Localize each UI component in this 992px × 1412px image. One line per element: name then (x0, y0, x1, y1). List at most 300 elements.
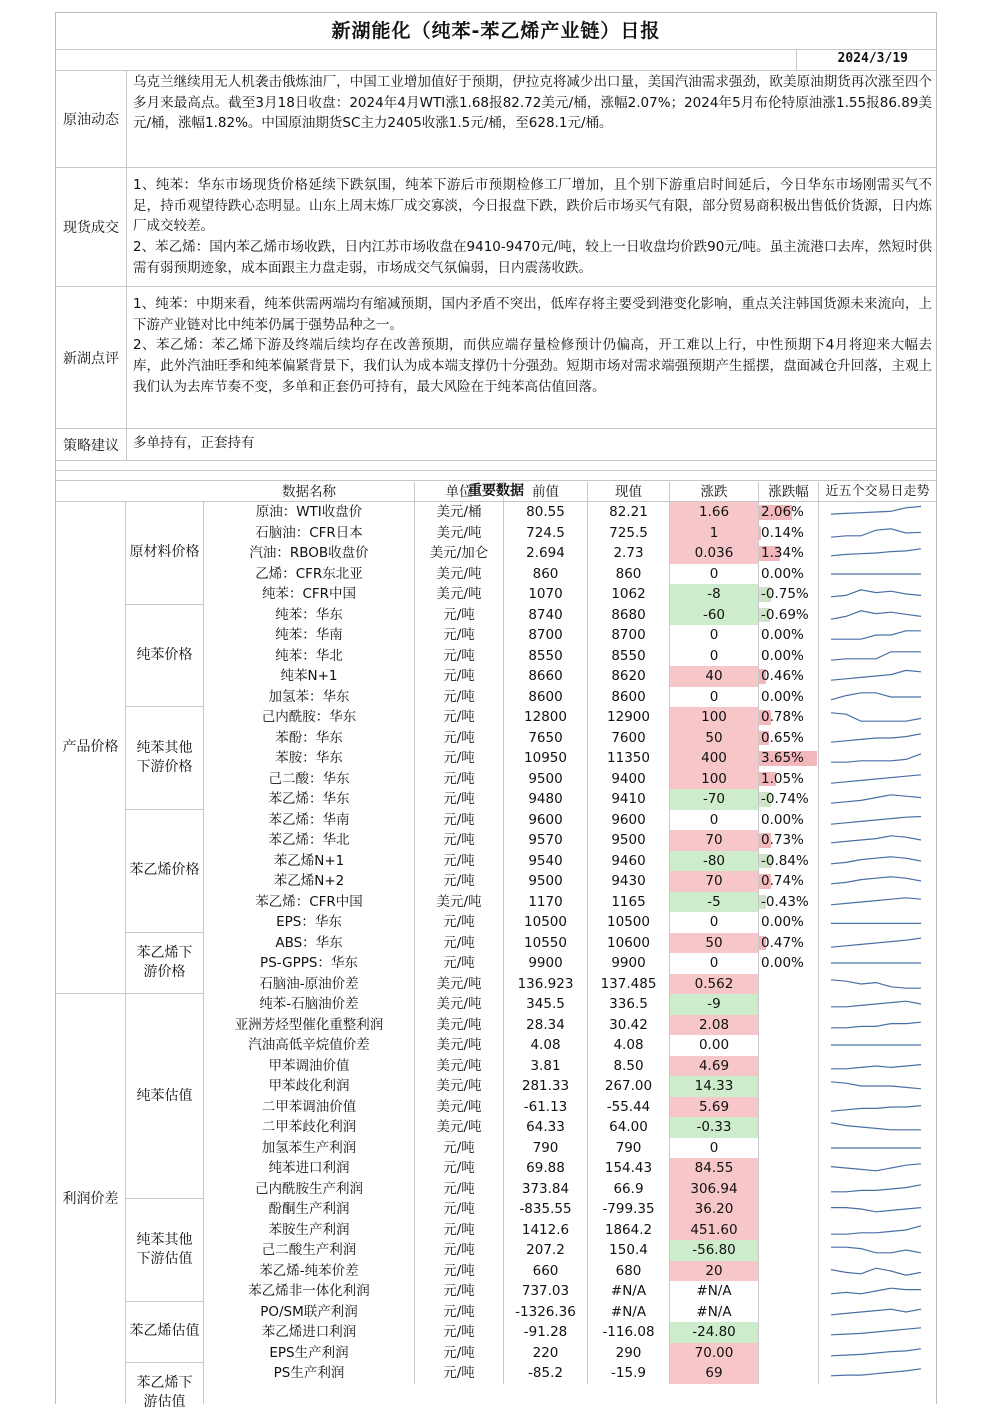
sparkline (819, 687, 936, 707)
col-header-prev: 前值 (504, 482, 588, 503)
table-row (204, 810, 936, 831)
cell-cur: 12900 (588, 707, 670, 728)
sparkline-cell (819, 830, 936, 851)
cell-cur: 860 (588, 564, 670, 585)
pct-text: 0.00% (761, 627, 804, 643)
sparkline-cell (819, 584, 936, 605)
sparkline-path (831, 1309, 921, 1315)
report-page (55, 12, 937, 1410)
sparkline (819, 1015, 936, 1035)
sparkline-path (831, 1064, 921, 1068)
table-row (204, 1261, 936, 1282)
sparkline-cell (819, 1138, 936, 1159)
cell-change: 0 (670, 912, 759, 933)
cell-name: 汽油高低辛烷值价差 (204, 1035, 415, 1056)
cell-change-pct (759, 666, 819, 687)
cell-change-pct (759, 523, 819, 544)
sparkline-cell (819, 1056, 936, 1077)
sparkline-path (831, 856, 921, 863)
cell-prev: 136.923 (504, 974, 588, 995)
sparkline (819, 830, 936, 850)
section-paragraph: 1、纯苯：中期来看，纯苯供需两端均有缩减预期，国内矛盾不突出，低库存将主要受到港变化影响，重点关注韩国货源未来流向，上下游产业链对比中纯苯仍属于强势品种之一。 (133, 296, 932, 333)
cell-cur: 9900 (588, 953, 670, 974)
cell-unit: 元/吨 (415, 933, 504, 954)
cell-unit: 元/吨 (415, 666, 504, 687)
pct-text: 0.00% (761, 565, 804, 582)
cell-cur: 137.485 (588, 974, 670, 995)
cell-prev: 4.08 (504, 1035, 588, 1056)
cell-change-pct (759, 646, 819, 667)
cell-change: 36.20 (670, 1199, 759, 1220)
table-row (204, 1015, 936, 1036)
cell-change: 4.69 (670, 1056, 759, 1077)
sparkline (819, 789, 936, 809)
sparkline-cell (819, 810, 936, 831)
cell-prev: -1326.36 (504, 1302, 588, 1323)
sparkline (819, 748, 936, 768)
table-row (204, 1281, 936, 1302)
col-header-cur: 现值 (588, 482, 670, 503)
section-label: 新湖点评 (56, 287, 127, 428)
sparkline (819, 707, 936, 727)
pct-text: 0.78% (761, 709, 804, 725)
group-label: 纯苯其他下游估值 (126, 1199, 204, 1302)
sparkline (819, 1281, 936, 1301)
table-row (204, 953, 936, 974)
cell-prev: 3.81 (504, 1056, 588, 1077)
sparkline (819, 1179, 936, 1199)
cell-change-pct (759, 830, 819, 851)
cell-name: 亚洲芳烃型催化重整利润 (204, 1015, 415, 1036)
sparkline-cell (819, 1302, 936, 1323)
cell-change-pct (759, 994, 819, 1015)
cell-cur: 267.00 (588, 1076, 670, 1097)
sparkline-path (831, 1268, 921, 1275)
cell-unit: 元/吨 (415, 728, 504, 749)
cell-change: 306.94 (670, 1179, 759, 1200)
cell-change: 14.33 (670, 1076, 759, 1097)
cell-unit: 元/吨 (415, 707, 504, 728)
cell-unit: 元/吨 (415, 605, 504, 626)
cell-change-pct (759, 1261, 819, 1282)
cell-prev: 8700 (504, 625, 588, 646)
table-row (204, 851, 936, 872)
sparkline (819, 769, 936, 789)
cell-unit: 元/吨 (415, 748, 504, 769)
cell-cur: 9430 (588, 871, 670, 892)
cell-prev: 9900 (504, 953, 588, 974)
sparkline-cell (819, 543, 936, 564)
cell-name: 甲苯歧化利润 (204, 1076, 415, 1097)
sparkline (819, 646, 936, 666)
cell-unit: 元/吨 (415, 810, 504, 831)
table-row (204, 584, 936, 605)
cell-unit: 元/吨 (415, 1220, 504, 1241)
sparkline-path (831, 1247, 921, 1253)
section-body (127, 71, 936, 167)
table-row (204, 830, 936, 851)
cell-prev: 10950 (504, 748, 588, 769)
cell-unit: 元/吨 (415, 1322, 504, 1343)
cell-name: 苯胺生产利润 (204, 1220, 415, 1241)
cell-change: 0.562 (670, 974, 759, 995)
pct-text: 0.47% (761, 934, 804, 951)
table-row (204, 625, 936, 646)
cell-cur: 680 (588, 1261, 670, 1282)
sparkline-cell (819, 1117, 936, 1138)
cell-name: 原油：WTI收盘价 (204, 502, 415, 523)
cell-name: 甲苯调油价值 (204, 1056, 415, 1077)
col-header-chg: 涨跌 (670, 482, 759, 503)
cell-change: 50 (670, 728, 759, 749)
cell-name: 加氢苯生产利润 (204, 1138, 415, 1159)
cell-change: 0 (670, 1138, 759, 1159)
cell-unit: 元/吨 (415, 953, 504, 974)
sparkline-path (831, 549, 921, 556)
sparkline (819, 1097, 936, 1117)
cell-unit: 元/吨 (415, 871, 504, 892)
cell-cur: 1165 (588, 892, 670, 913)
cell-change-pct (759, 1138, 819, 1159)
cell-prev: 860 (504, 564, 588, 585)
spacer-row (56, 471, 936, 481)
cell-prev: 12800 (504, 707, 588, 728)
sparkline-path (831, 1123, 921, 1130)
cell-name: 己二酸生产利润 (204, 1240, 415, 1261)
sparkline-cell (819, 789, 936, 810)
sparkline-path (831, 1022, 921, 1028)
sparkline-cell (819, 605, 936, 626)
sparkline (819, 502, 936, 522)
cell-change-pct (759, 1076, 819, 1097)
cell-prev: 220 (504, 1343, 588, 1364)
table-row (204, 666, 936, 687)
cell-prev: -61.13 (504, 1097, 588, 1118)
sparkline-path (831, 816, 921, 824)
cell-prev: 9600 (504, 810, 588, 831)
table-row (204, 748, 936, 769)
cell-name: PS生产利润 (204, 1363, 415, 1384)
pct-text: 0.00% (761, 647, 804, 664)
sparkline (819, 1158, 936, 1178)
sparkline-cell (819, 912, 936, 933)
cell-change: 0 (670, 687, 759, 708)
table-row (204, 502, 936, 523)
pct-text: 0.00% (761, 914, 804, 930)
cell-name: 汽油：RBOB收盘价 (204, 543, 415, 564)
important-data-title: 重要数据 (56, 481, 936, 502)
cell-change-pct (759, 605, 819, 626)
cell-name: 乙烯：CFR东北亚 (204, 564, 415, 585)
cell-cur: 66.9 (588, 1179, 670, 1200)
cell-name: 苯乙烯N+1 (204, 851, 415, 872)
cell-change-pct (759, 953, 819, 974)
cell-unit: 美元/桶 (415, 502, 504, 523)
cell-name: PO/SM联产利润 (204, 1302, 415, 1323)
cell-name: 己二酸：华东 (204, 769, 415, 790)
col-header-trend: 近五个交易日走势 (825, 483, 930, 499)
col-header-pct: 涨跌幅 (759, 482, 819, 503)
category-label-product-price: 产品价格 (56, 502, 126, 994)
cell-prev: 8660 (504, 666, 588, 687)
cell-change: 5.69 (670, 1097, 759, 1118)
table-row (204, 974, 936, 995)
sparkline-cell (819, 1322, 936, 1343)
section-label: 现货成交 (56, 168, 127, 286)
group-label: 原材料价格 (126, 502, 204, 605)
section-paragraph: 1、纯苯：华东市场现货价格延续下跌氛围，纯苯下游后市预期检修工厂增加，且个别下游重启时间延后，今日华东市场刚需买气不足，持币观望待跌心态明显。山东上周末炼厂成交寡淡，今日报盘下跌，跌价后市场买气有限，部分贸易商积极出售低价货源，日内炼厂成交较差。 (133, 177, 932, 235)
cell-prev: -91.28 (504, 1322, 588, 1343)
sparkline-path (831, 670, 921, 680)
cell-unit: 元/吨 (415, 769, 504, 790)
pct-text: 1.05% (761, 770, 804, 787)
cell-change: 0 (670, 810, 759, 831)
cell-cur: 7600 (588, 728, 670, 749)
cell-cur: -799.35 (588, 1199, 670, 1220)
table-row (204, 789, 936, 810)
sparkline-cell (819, 1158, 936, 1179)
cell-prev: 9540 (504, 851, 588, 872)
sparkline-cell (819, 523, 936, 544)
cell-cur: 64.00 (588, 1117, 670, 1138)
sparkline-path (831, 528, 921, 536)
cell-name: 苯胺：华东 (204, 748, 415, 769)
sparkline-path (831, 979, 921, 987)
cell-change: 50 (670, 933, 759, 954)
cell-name: 酚酮生产利润 (204, 1199, 415, 1220)
cell-prev: 345.5 (504, 994, 588, 1015)
cell-change: -9 (670, 994, 759, 1015)
cell-cur: -116.08 (588, 1322, 670, 1343)
cell-change: 69 (670, 1363, 759, 1384)
cell-change-pct (759, 1322, 819, 1343)
section-xinhu-comment (56, 287, 936, 429)
cell-change-pct (759, 769, 819, 790)
cell-change: 70 (670, 871, 759, 892)
cell-prev: 9500 (504, 871, 588, 892)
table-row (204, 1076, 936, 1097)
sparkline-path (831, 1328, 921, 1335)
col-header-unit: 单位 (415, 482, 504, 503)
cell-cur: 290 (588, 1343, 670, 1364)
cell-unit: 元/吨 (415, 1343, 504, 1364)
pct-text: 0.65% (761, 729, 804, 746)
table-row (204, 564, 936, 585)
sparkline (819, 1056, 936, 1076)
cell-change: 0 (670, 953, 759, 974)
sparkline-cell (819, 1015, 936, 1036)
sparkline-cell (819, 892, 936, 913)
cell-name: 纯苯：华南 (204, 625, 415, 646)
cell-change-pct (759, 974, 819, 995)
cell-change-pct (759, 871, 819, 892)
cell-prev: 28.34 (504, 1015, 588, 1036)
cell-change-pct (759, 502, 819, 523)
cell-change-pct (759, 1281, 819, 1302)
pct-text: 3.65% (761, 750, 804, 766)
cell-change: 0.00 (670, 1035, 759, 1056)
cell-change: -56.80 (670, 1240, 759, 1261)
cell-change-pct (759, 1117, 819, 1138)
pct-text: 2.06% (761, 504, 804, 520)
cell-name: 苯乙烯N+2 (204, 871, 415, 892)
date-row (56, 50, 936, 71)
cell-name: 苯乙烯：华东 (204, 789, 415, 810)
cell-prev: 8740 (504, 605, 588, 626)
category-label-profit-spread: 利润价差 (56, 994, 126, 1404)
table-row (204, 543, 936, 564)
cell-cur: -55.44 (588, 1097, 670, 1118)
cell-prev: 69.88 (504, 1158, 588, 1179)
sparkline (819, 851, 936, 871)
pct-text: 1.34% (761, 545, 804, 561)
sparkline (819, 892, 936, 912)
cell-name: 苯酚：华东 (204, 728, 415, 749)
sparkline (819, 666, 936, 686)
sparkline (819, 523, 936, 543)
sparkline-cell (819, 502, 936, 523)
sparkline (819, 1261, 936, 1281)
table-row (204, 769, 936, 790)
cell-unit: 美元/加仑 (415, 543, 504, 564)
cell-change: #N/A (670, 1302, 759, 1323)
cell-prev: 8550 (504, 646, 588, 667)
cell-change-pct (759, 851, 819, 872)
table-row (204, 523, 936, 544)
cell-cur: 8600 (588, 687, 670, 708)
cell-prev: 724.5 (504, 523, 588, 544)
cell-cur: 10600 (588, 933, 670, 954)
sparkline (819, 974, 936, 994)
cell-unit: 元/吨 (415, 830, 504, 851)
cell-change: -60 (670, 605, 759, 626)
cell-change-pct (759, 1343, 819, 1364)
table-row (204, 707, 936, 728)
cell-change-pct (759, 1199, 819, 1220)
cell-prev: 10550 (504, 933, 588, 954)
cell-prev: 9500 (504, 769, 588, 790)
cell-unit: 元/吨 (415, 625, 504, 646)
sparkline-path (831, 1184, 921, 1191)
cell-name: 苯乙烯-纯苯价差 (204, 1261, 415, 1282)
section-body (127, 168, 936, 286)
table-row (204, 1056, 936, 1077)
cell-unit: 元/吨 (415, 1302, 504, 1323)
section-body (127, 287, 936, 428)
cell-cur: 82.21 (588, 502, 670, 523)
cell-name: 二甲苯调油价值 (204, 1097, 415, 1118)
cell-unit: 美元/吨 (415, 1097, 504, 1118)
cell-change-pct (759, 1220, 819, 1241)
cell-prev: 207.2 (504, 1240, 588, 1261)
sparkline-cell (819, 1179, 936, 1200)
pct-text: -0.74% (761, 791, 809, 807)
group-label: 苯乙烯下游估值 (126, 1363, 204, 1404)
date-divider (796, 50, 797, 70)
sparkline-cell (819, 994, 936, 1015)
cell-unit: 元/吨 (415, 1138, 504, 1159)
sparkline-path (831, 631, 921, 639)
pct-text: -0.84% (761, 852, 809, 869)
sparkline-cell (819, 974, 936, 995)
sparkline-path (831, 1208, 921, 1212)
sparkline (819, 1343, 936, 1363)
cell-prev: 737.03 (504, 1281, 588, 1302)
cell-change-pct (759, 810, 819, 831)
cell-change: -80 (670, 851, 759, 872)
pct-text: -0.69% (761, 606, 809, 623)
table-row (204, 1138, 936, 1159)
cell-prev: 10500 (504, 912, 588, 933)
table-header-row (204, 482, 936, 503)
cell-prev: 64.33 (504, 1117, 588, 1138)
sparkline-cell (819, 851, 936, 872)
cell-name: 己内酰胺：华东 (204, 707, 415, 728)
cell-change-pct (759, 1035, 819, 1056)
table-row (204, 1199, 936, 1220)
sparkline-path (831, 795, 921, 803)
sparkline-cell (819, 1261, 936, 1282)
sparkline (819, 625, 936, 645)
cell-change: 2.08 (670, 1015, 759, 1036)
sparkline-cell (819, 1199, 936, 1220)
section-spot-trading (56, 168, 936, 287)
table-row (204, 728, 936, 749)
cell-prev: 7650 (504, 728, 588, 749)
cell-cur: 150.4 (588, 1240, 670, 1261)
cell-name: 纯苯进口利润 (204, 1158, 415, 1179)
sparkline (819, 564, 936, 584)
cell-unit: 美元/吨 (415, 1015, 504, 1036)
cell-cur: 9500 (588, 830, 670, 851)
cell-prev: 281.33 (504, 1076, 588, 1097)
cell-name: 苯乙烯：华北 (204, 830, 415, 851)
cell-name: 苯乙烯：华南 (204, 810, 415, 831)
cell-cur: -15.9 (588, 1363, 670, 1384)
table-row (204, 892, 936, 913)
cell-unit: 元/吨 (415, 851, 504, 872)
cell-unit: 元/吨 (415, 1363, 504, 1384)
sparkline-cell (819, 1220, 936, 1241)
sparkline-path (831, 877, 921, 884)
cell-change: 20 (670, 1261, 759, 1282)
cell-change: -8 (670, 584, 759, 605)
cell-change-pct (759, 584, 819, 605)
cell-name: 二甲苯歧化利润 (204, 1117, 415, 1138)
sparkline-path (831, 1225, 921, 1233)
section-paragraph: 2、苯乙烯：国内苯乙烯市场收跌，日内江苏市场收盘在9410-9470元/吨，较上一日收盘均价跌90元/吨。虽主流港口去库，然短时供需有弱预期迹象，成本面跟主力盘走弱，市场成交气氛偏弱，日内震荡收跌。 (133, 239, 932, 276)
sparkline-path (831, 651, 921, 659)
cell-change: -0.33 (670, 1117, 759, 1138)
cell-change-pct (759, 1097, 819, 1118)
cell-prev: 9480 (504, 789, 588, 810)
cell-name: 纯苯：华北 (204, 646, 415, 667)
cell-change-pct (759, 707, 819, 728)
sparkline-path (831, 506, 921, 514)
cell-cur: 8550 (588, 646, 670, 667)
cell-change-pct (759, 1158, 819, 1179)
sparkline (819, 810, 936, 830)
cell-name: 加氢苯：华东 (204, 687, 415, 708)
cell-unit: 元/吨 (415, 687, 504, 708)
section-crude-oil (56, 71, 936, 168)
cell-change: -5 (670, 892, 759, 913)
sparkline-path (831, 836, 921, 843)
cell-unit: 元/吨 (415, 1158, 504, 1179)
sparkline-cell (819, 1281, 936, 1302)
table-row (204, 1220, 936, 1241)
cell-unit: 元/吨 (415, 1199, 504, 1220)
